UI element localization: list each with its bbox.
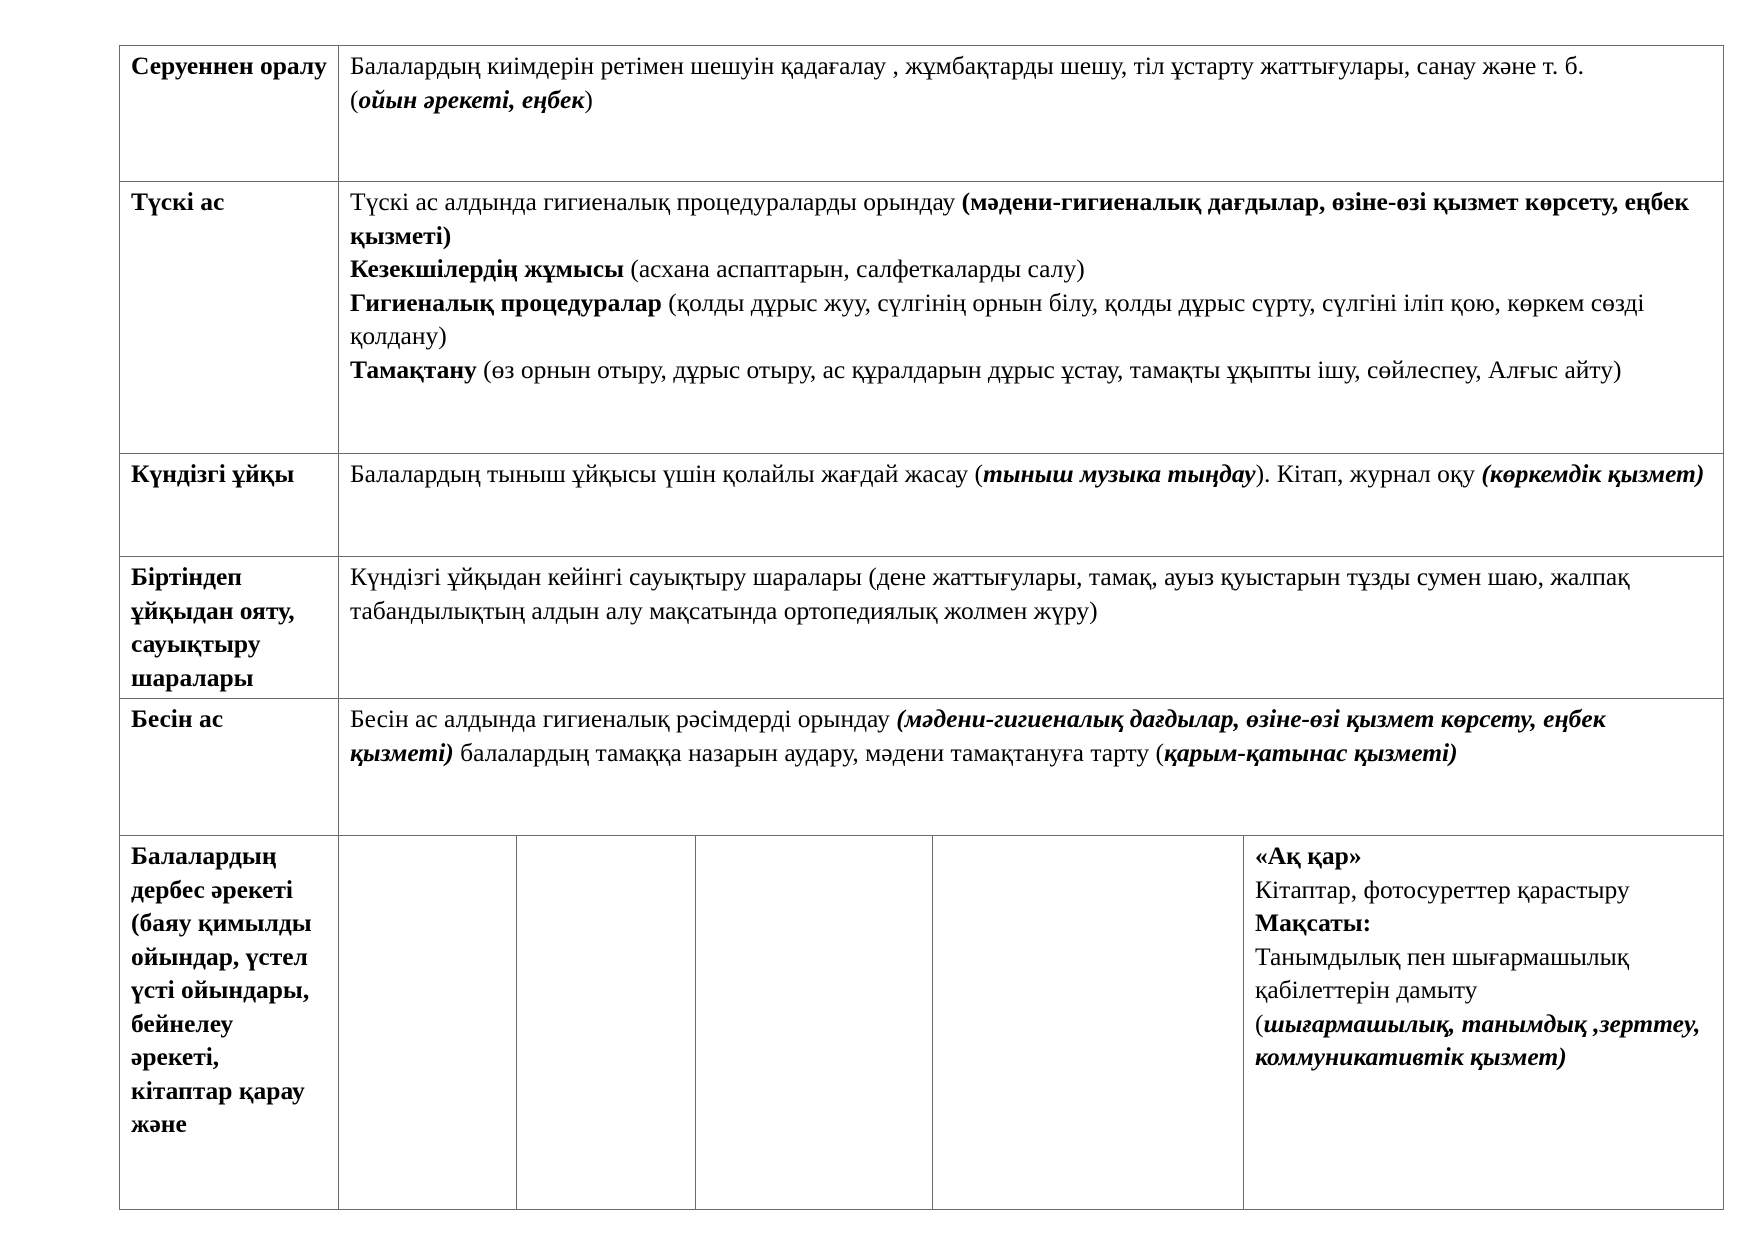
row-content: Бесін ас алдында гигиеналық рәсімдерді орындау (мәдени-гигиеналық дағдылар, өзіне-өзі қызмет көрсету, еңбек қызметі) балалардың тамаққа назарын аудару, мәдени тамақтануға тарту (қарым-қатынас қызметі)	[339, 699, 1724, 836]
row-content: Күндізгі ұйқыдан кейінгі сауықтыру шаралары (дене жаттығулары, тамақ, ауыз қуыстарын тұзды сумен шаю, жалпақ табандылықтың алдын алу мақсатында ортопедиялық жолмен жүру)	[339, 557, 1724, 699]
table-row-wake-up	[120, 557, 1724, 699]
text-line: (ойын әрекеті, еңбек)	[350, 84, 593, 114]
empty-cell	[933, 836, 1244, 1210]
row-content	[339, 46, 1724, 182]
row-header: Серуеннен оралу	[120, 46, 339, 182]
text-line: Балалардың киімдерін ретімен шешуін қадағалау , жұмбақтарды шешу, тіл ұстарту жаттығулары, санау және т. б.	[350, 51, 1584, 80]
empty-cell	[696, 836, 933, 1210]
row-content: Балалардың тыныш ұйқысы үшін қолайлы жағдай жасау (тыныш музыка тыңдау). Кітап, журнал оқу (көркемдік қызмет)	[339, 454, 1724, 557]
table-row-independent-activity	[120, 836, 1724, 1210]
text-line: Кезекшілердің жұмысы (асхана аспаптарын, салфеткаларды салу)	[350, 254, 1085, 283]
row-header: Бесін ас	[120, 699, 339, 836]
row-content	[339, 182, 1724, 454]
activity-type: (шығармашылық, танымдық ,зерттеу, коммуникативтік қызмет)	[1255, 1008, 1701, 1071]
text-line: Гигиеналық процедуралар (қолды дұрыс жуу, сүлгінің орнын білу, қолды дұрыс сүрту, сүлгіні іліп қою, көркем сөзді қолдану)	[350, 287, 1645, 350]
aim-text: Танымдылық пен шығармашылық қабілеттерін дамыту	[1255, 941, 1630, 1004]
table-row-return-from-walk	[120, 46, 1724, 182]
row-header: Біртіндеп ұйқыдан ояту, сауықтыру шаралары	[120, 557, 339, 699]
daily-plan-table	[119, 45, 1724, 1210]
text-line: Түскі ас алдында гигиеналық процедураларды орындау (мәдени-гигиеналық дағдылар, өзіне-өзі қызмет көрсету, еңбек қызметі)	[350, 187, 1690, 250]
empty-cell	[339, 836, 517, 1210]
activity-cell	[1244, 836, 1724, 1210]
row-header: Түскі ас	[120, 182, 339, 454]
row-header: Күндізгі ұйқы	[120, 454, 339, 557]
text-line: Тамақтану (өз орнын отыру, дұрыс отыру, ас құралдарын дұрыс ұстау, тамақты ұқыпты ішу, сөйлеспеу, Алғыс айту)	[350, 354, 1622, 384]
activity-description: Кітаптар, фотосуреттер қарастыру	[1255, 874, 1630, 904]
empty-cell	[517, 836, 696, 1210]
table-row-afternoon-snack	[120, 699, 1724, 836]
row-header: Балалардың дербес әрекеті (баяу қимылды ойындар, үстел үсті ойындары, бейнелеу әрекеті, кітаптар қарау және	[120, 836, 339, 1210]
table-row-nap	[120, 454, 1724, 557]
activity-title: «Ақ қар»	[1255, 841, 1362, 870]
aim-label: Мақсаты:	[1255, 908, 1372, 937]
table-row-lunch	[120, 182, 1724, 454]
